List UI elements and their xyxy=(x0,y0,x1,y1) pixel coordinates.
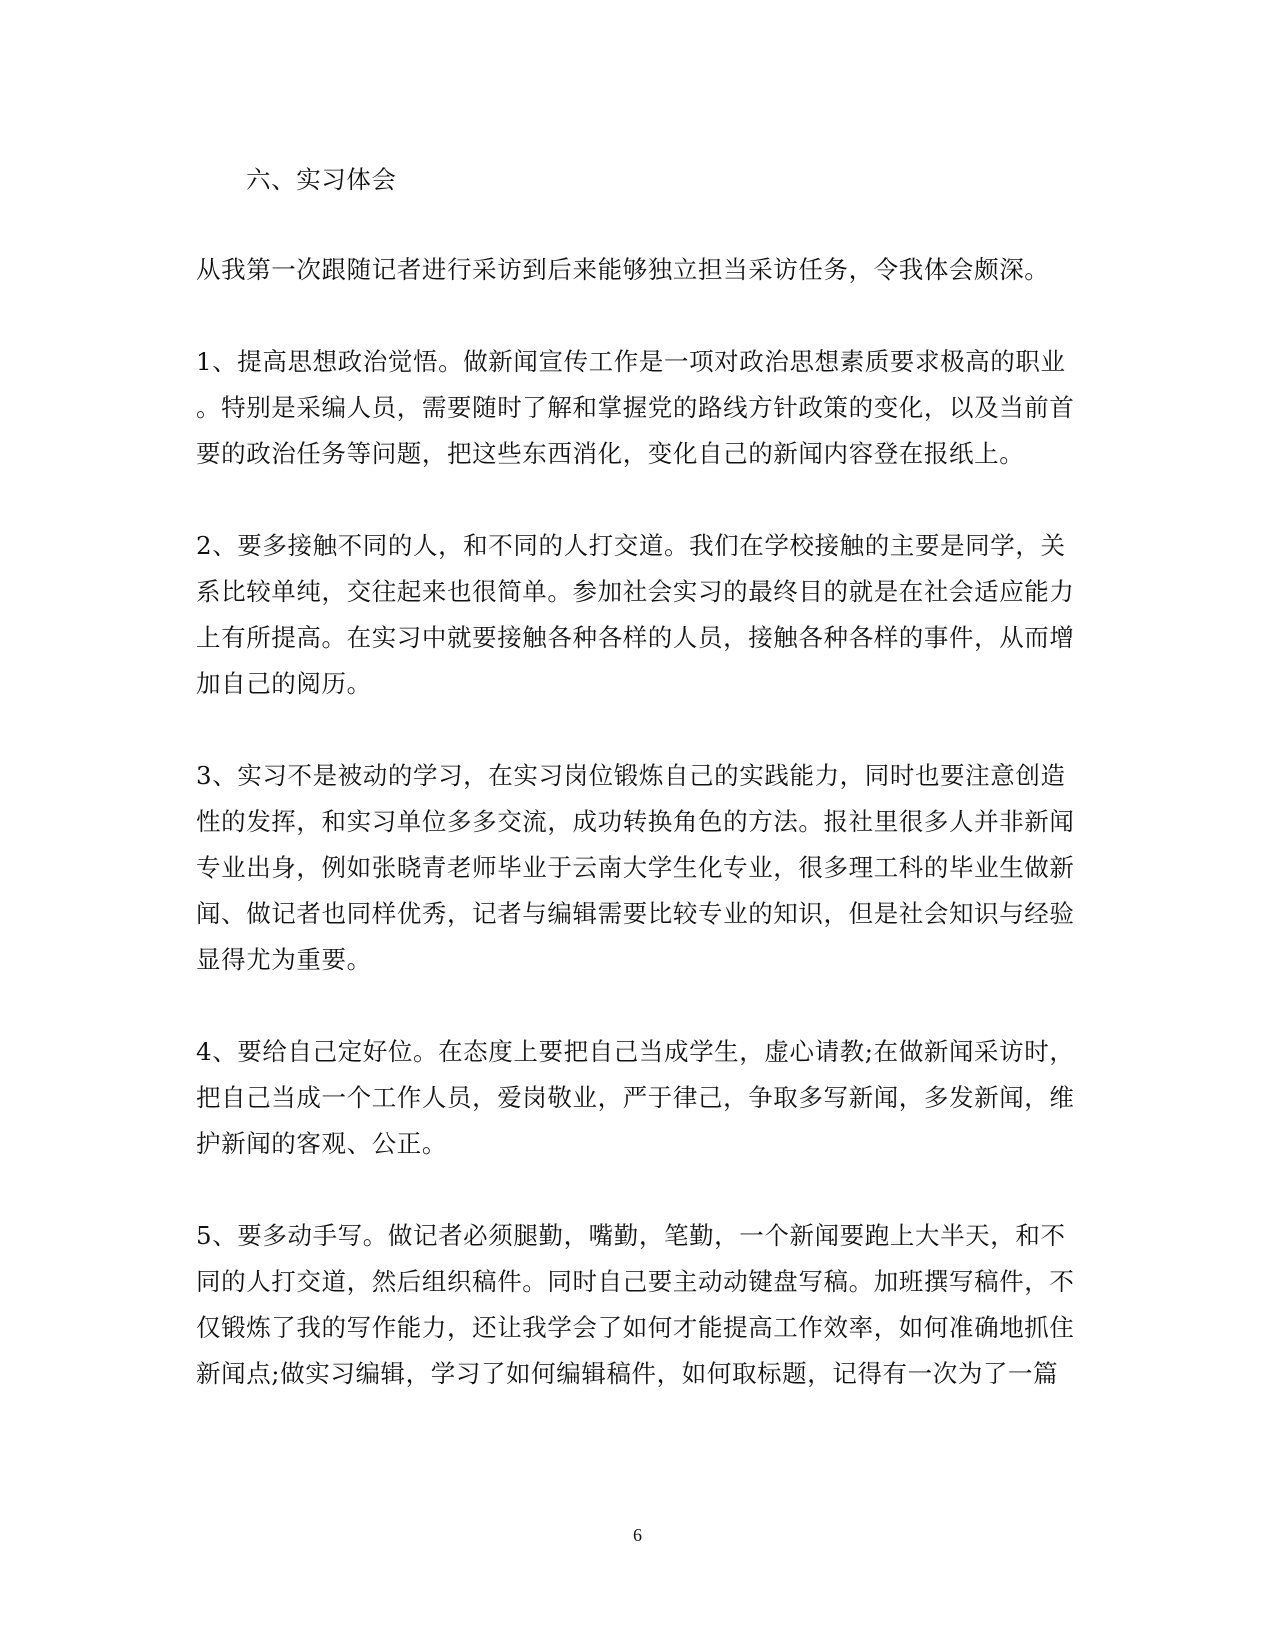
paragraph-line: 闻、做记者也同样优秀，记者与编辑需要比较专业的知识，但是社会知识与经验 xyxy=(196,899,1075,928)
paragraph-line: 护新闻的客观、公正。 xyxy=(196,1129,447,1158)
paragraph-line: 4、要给自己定好位。在态度上要把自己当成学生，虚心请教;在做新闻采访时， xyxy=(196,1037,1075,1066)
intro-line: 从我第一次跟随记者进行采访到后来能够独立担当采访任务，令我体会颇深。 xyxy=(196,255,1050,284)
paragraph-line: 上有所提高。在实习中就要接触各种各样的人员，接触各种各样的事件，从而增 xyxy=(196,623,1075,652)
paragraph-line: 加自己的阅历。 xyxy=(196,669,372,698)
page-number: 6 xyxy=(633,1525,642,1545)
paragraph-line: 同的人打交道，然后组织稿件。同时自己要主动动键盘写稿。加班撰写稿件，不 xyxy=(196,1267,1075,1296)
paragraph-line: 仅锻炼了我的写作能力，还让我学会了如何才能提高工作效率，如何准确地抓住 xyxy=(196,1313,1075,1342)
paragraph-line: 性的发挥，和实习单位多多交流，成功转换角色的方法。报社里很多人并非新闻 xyxy=(196,807,1075,836)
section-heading: 六、实习体会 xyxy=(246,165,397,194)
paragraph-line: 。特别是采编人员，需要随时了解和掌握党的路线方针政策的变化，以及当前首 xyxy=(196,393,1075,422)
paragraph-line: 2、要多接触不同的人，和不同的人打交道。我们在学校接触的主要是同学，关 xyxy=(196,531,1066,560)
paragraph-line: 5、要多动手写。做记者必须腿勤，嘴勤，笔勤，一个新闻要跑上大半天，和不 xyxy=(196,1221,1066,1250)
paragraph-line: 专业出身，例如张晓青老师毕业于云南大学生化专业，很多理工科的毕业生做新 xyxy=(196,853,1075,882)
paragraph-line: 1、提高思想政治觉悟。做新闻宣传工作是一项对政治思想素质要求极高的职业 xyxy=(196,347,1066,376)
paragraph-line: 系比较单纯，交往起来也很简单。参加社会实习的最终目的就是在社会适应能力 xyxy=(196,577,1075,606)
paragraph-line: 3、实习不是被动的学习，在实习岗位锻炼自己的实践能力，同时也要注意创造 xyxy=(196,761,1066,790)
paragraph-line: 把自己当成一个工作人员，爱岗敬业，严于律己，争取多写新闻，多发新闻，维 xyxy=(196,1083,1075,1112)
paragraph-line: 显得尤为重要。 xyxy=(196,945,372,974)
paragraph-line: 新闻点;做实习编辑，学习了如何编辑稿件，如何取标题，记得有一次为了一篇 xyxy=(196,1359,1059,1388)
paragraph-line: 要的政治任务等问题，把这些东西消化，变化自己的新闻内容登在报纸上。 xyxy=(196,439,1025,468)
